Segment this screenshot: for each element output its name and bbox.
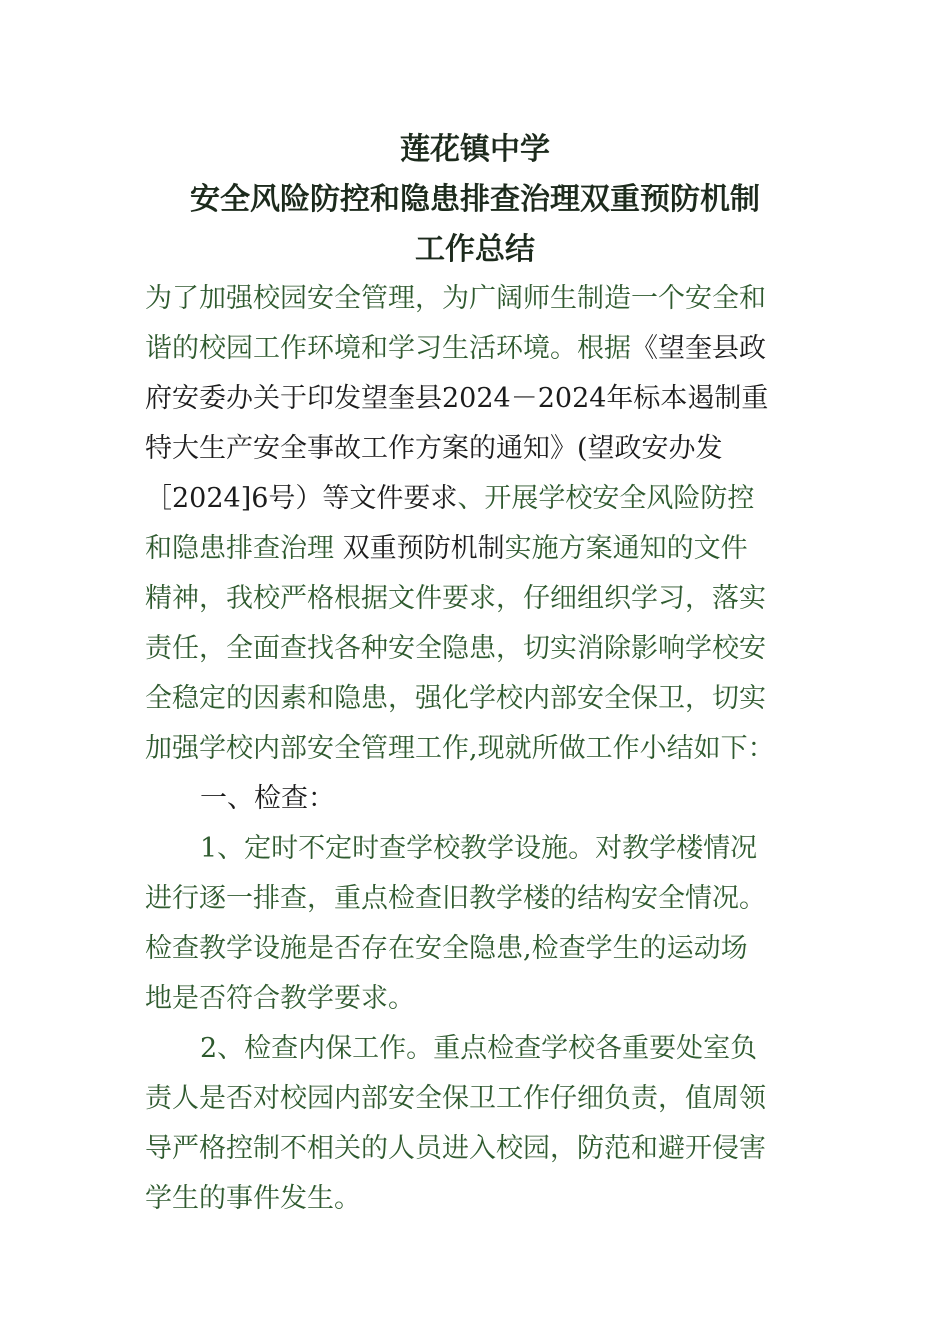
paragraph-line-16: 2、检查内保工作。重点检查学校各重要处室负	[200, 1033, 758, 1064]
text-segment: 双重预防机制	[334, 533, 505, 564]
paragraph-line-12: 1、定时不定时查学校教学设施。对教学楼情况	[200, 833, 758, 864]
paragraph-line-18: 导严格控制不相关的人员进入校园，防范和避开侵害	[145, 1133, 766, 1164]
paragraph-line-13: 进行逐一排查，重点检查旧教学楼的结构安全情况。	[145, 883, 766, 914]
text-segment: 实施方案通知的文件	[504, 533, 748, 564]
paragraph-line-2	[145, 329, 766, 369]
text-segment: 、开展学校安全风险防控	[457, 483, 755, 514]
paragraph-line-3: 府安委办关于印发望奎县2024－2024年标本遏制重	[145, 383, 769, 414]
paragraph-line-7: 精神，我校严格根据文件要求，仔细组织学习，落实	[145, 583, 766, 614]
text-segment: ［2024]6号）等文件要求	[145, 483, 458, 514]
paragraph-line-19: 学生的事件发生。	[145, 1183, 361, 1214]
school-name-title: 莲花镇中学	[400, 132, 550, 167]
paragraph-line-6	[145, 529, 748, 569]
document-subtitle: 工作总结	[415, 232, 535, 267]
paragraph-line-9: 全稳定的因素和隐患，强化学校内部安全保卫，切实	[145, 683, 766, 714]
paragraph-line-5	[145, 479, 754, 519]
paragraph-line-14: 检查教学设施是否存在安全隐患,检查学生的运动场	[145, 933, 748, 964]
text-segment: 和隐患排查治理	[145, 533, 334, 564]
section-heading-inspection: 一、检查：	[200, 783, 335, 814]
paragraph-line-8: 责任，全面查找各种安全隐患，切实消除影响学校安	[145, 633, 766, 664]
paragraph-line-4: 特大生产安全事故工作方案的通知》(望政安办发	[145, 433, 723, 464]
paragraph-line-10: 加强学校内部安全管理工作,现就所做工作小结如下：	[145, 733, 775, 764]
text-segment: 《望奎县政	[631, 333, 766, 364]
paragraph-line-17: 责人是否对校园内部安全保卫工作仔细负责，值周领	[145, 1083, 766, 1114]
text-segment: 谐的校园工作环境和学习生活环境。根据	[145, 333, 631, 364]
document-title: 安全风险防控和隐患排查治理双重预防机制	[190, 182, 760, 217]
paragraph-line-1: 为了加强校园安全管理，为广阔师生制造一个安全和	[145, 283, 766, 314]
paragraph-line-15: 地是否符合教学要求。	[145, 983, 415, 1014]
